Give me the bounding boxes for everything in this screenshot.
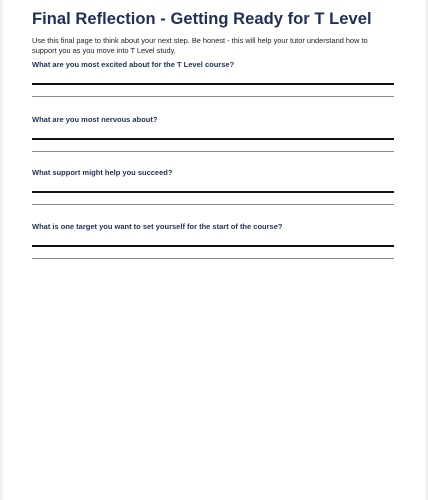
worksheet-page xyxy=(3,0,425,500)
answer-line-secondary[interactable] xyxy=(32,96,394,97)
page-title: Final Reflection - Getting Ready for T Level xyxy=(32,10,372,28)
answer-line-primary[interactable] xyxy=(32,245,394,247)
answer-line-primary[interactable] xyxy=(32,83,394,85)
question-support xyxy=(32,168,402,177)
answer-line-primary[interactable] xyxy=(32,191,394,193)
intro-text: Use this final page to think about your next step. Be honest - this will help your tutor understand how to support you as you move into T Level study. xyxy=(32,36,368,56)
answer-line-secondary[interactable] xyxy=(32,204,394,205)
question-label: What support might help you succeed? xyxy=(32,168,173,177)
answer-line-secondary[interactable] xyxy=(32,151,394,152)
question-nervous xyxy=(32,115,402,124)
question-label: What are you most nervous about? xyxy=(32,115,158,124)
question-excited xyxy=(32,60,402,69)
answer-line-secondary[interactable] xyxy=(32,258,394,259)
answer-line-primary[interactable] xyxy=(32,138,394,140)
question-label: What is one target you want to set yourself for the start of the course? xyxy=(32,222,283,231)
question-label: What are you most excited about for the T Level course? xyxy=(32,60,235,69)
question-target xyxy=(32,222,402,231)
